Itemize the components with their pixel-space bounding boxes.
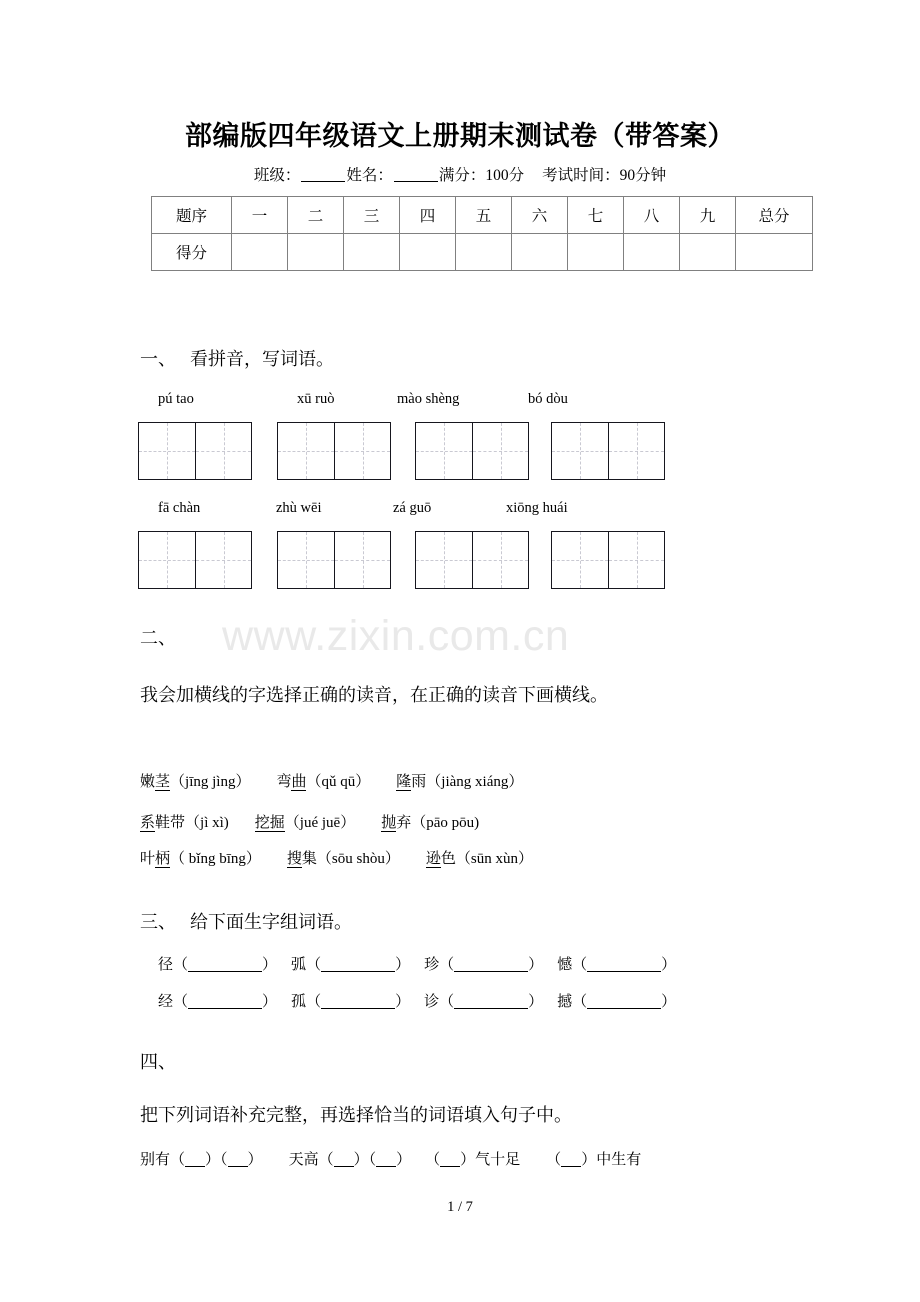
pron-marked-char: 搜	[286, 851, 302, 867]
idiom-line	[140, 1148, 641, 1169]
score-cell-8[interactable]	[624, 234, 680, 271]
writing-grid-3[interactable]	[415, 422, 529, 480]
pinyin-word-5: fā chàn	[158, 500, 201, 516]
pron-item-5[interactable]	[255, 815, 355, 832]
col-header-9: 九	[680, 197, 736, 234]
grid-cell[interactable]	[552, 423, 608, 479]
pron-options[interactable]: （sūn xùn）	[455, 851, 533, 867]
row-label-question-no: 题序	[152, 197, 232, 234]
grid-cell[interactable]	[608, 423, 664, 479]
pron-post: 弃	[396, 815, 412, 831]
answer-blank[interactable]	[454, 1008, 528, 1009]
pron-post: 集	[301, 851, 317, 867]
page-title: 部编版四年级语文上册期末测试卷（带答案）	[185, 121, 735, 151]
pron-marked-char: 曲	[291, 774, 307, 790]
char-label: 孤	[291, 994, 307, 1010]
pron-marked-char: 挖掘	[254, 815, 285, 831]
class-label: 班级：	[253, 167, 301, 184]
class-blank[interactable]	[301, 181, 345, 182]
grid-cell[interactable]	[139, 532, 195, 588]
col-header-1: 一	[232, 197, 288, 234]
char-item-5: 经（ ）	[158, 994, 278, 1010]
pinyin-row-2	[158, 500, 568, 517]
grid-cell[interactable]	[608, 532, 664, 588]
score-cell-total[interactable]	[736, 234, 813, 271]
pron-options[interactable]: （jué juē）	[284, 815, 356, 831]
grid-cell[interactable]	[278, 423, 334, 479]
section-1-title: 看拼音，写词语。	[190, 349, 334, 369]
answer-blank[interactable]	[454, 971, 528, 972]
col-header-total: 总分	[736, 197, 813, 234]
exam-time-label: 考试时间：	[542, 167, 620, 184]
pinyin-word-4: bó dòu	[528, 391, 568, 407]
pron-item-3[interactable]	[396, 774, 523, 791]
full-score-label: 满分：	[438, 167, 486, 184]
pinyin-row-1	[158, 391, 568, 408]
pinyin-word-2: xū ruò	[297, 391, 335, 407]
pron-options[interactable]: （jì xì)	[185, 815, 229, 831]
pron-item-1[interactable]	[140, 774, 250, 791]
char-label: 径	[158, 957, 174, 973]
grid-cell[interactable]	[278, 532, 334, 588]
score-cell-5[interactable]	[456, 234, 512, 271]
section-3-title: 给下面生字组词语。	[190, 912, 352, 932]
grid-cell[interactable]	[472, 532, 528, 588]
char-item-4: 憾（ ）	[557, 957, 677, 973]
section-3-number: 三、	[140, 912, 176, 932]
pron-item-8[interactable]	[287, 851, 400, 868]
pronunciation-line-2	[140, 811, 479, 832]
section-4-number: 四、	[140, 1052, 176, 1072]
score-cell-4[interactable]	[400, 234, 456, 271]
idiom-text: 气十足	[475, 1152, 521, 1168]
grid-cell[interactable]	[195, 532, 251, 588]
pron-pre: 弯	[276, 774, 292, 790]
score-cell-9[interactable]	[680, 234, 736, 271]
answer-blank[interactable]	[188, 971, 262, 972]
col-header-4: 四	[400, 197, 456, 234]
pron-item-6[interactable]	[381, 815, 479, 832]
pronunciation-line-3	[140, 847, 533, 868]
grid-cell[interactable]	[472, 423, 528, 479]
grid-cell[interactable]	[195, 423, 251, 479]
char-item-7: 诊（ ）	[424, 994, 544, 1010]
writing-grid-5[interactable]	[138, 531, 252, 589]
writing-grid-1[interactable]	[138, 422, 252, 480]
idiom-blank[interactable]	[185, 1166, 205, 1167]
exam-time-value: 90分钟	[619, 167, 667, 184]
grid-cell[interactable]	[416, 423, 472, 479]
pron-item-4[interactable]	[140, 815, 229, 832]
pron-item-2[interactable]	[276, 774, 370, 791]
pinyin-word-7: zá guō	[393, 500, 432, 516]
writing-grid-6[interactable]	[277, 531, 391, 589]
pron-pre: 嫩	[140, 774, 156, 790]
table-row-header	[152, 197, 813, 234]
pron-marked-char: 抛	[381, 815, 397, 831]
col-header-8: 八	[624, 197, 680, 234]
table-row-score	[152, 234, 813, 271]
char-item-2: 弧（ ）	[291, 957, 411, 973]
answer-blank[interactable]	[188, 1008, 262, 1009]
answer-blank[interactable]	[321, 1008, 395, 1009]
section-3-heading	[140, 908, 352, 934]
char-item-3: 珍（ ）	[424, 957, 544, 973]
pinyin-word-3: mào shèng	[397, 391, 460, 407]
pron-options[interactable]: （pāo pōu)	[411, 815, 480, 831]
pron-options[interactable]: （qǔ qū）	[306, 774, 371, 790]
idiom-item-4: （ ）中生有	[546, 1152, 642, 1168]
pronunciation-line-1	[140, 770, 523, 791]
pron-marked-char: 隆	[396, 774, 412, 790]
idiom-blank[interactable]	[440, 1166, 460, 1167]
score-cell-7[interactable]	[568, 234, 624, 271]
char-item-1: 径（ ）	[158, 957, 278, 973]
char-label: 撼	[557, 994, 573, 1010]
writing-grid-4[interactable]	[551, 422, 665, 480]
idiom-blank[interactable]	[228, 1166, 248, 1167]
pinyin-word-8: xiōng huái	[506, 500, 568, 516]
answer-blank[interactable]	[587, 1008, 661, 1009]
section-1-number: 一、	[140, 349, 176, 369]
char-label: 经	[158, 994, 174, 1010]
grid-cell[interactable]	[334, 532, 390, 588]
pron-options[interactable]: （jīng jìng）	[170, 774, 251, 790]
section-4-title: 把下列词语补充完整，再选择恰当的词语填入句子中。	[140, 1105, 572, 1125]
char-label: 弧	[291, 957, 307, 973]
word-formation-row-1	[158, 953, 676, 974]
pron-post: 鞋带	[155, 815, 186, 831]
idiom-item-2: 天高（ ）（ ）	[288, 1152, 412, 1168]
idiom-blank[interactable]	[334, 1166, 354, 1167]
grid-cell[interactable]	[552, 532, 608, 588]
section-1-heading	[140, 345, 334, 371]
idiom-blank[interactable]	[561, 1166, 581, 1167]
pron-pre: 叶	[140, 851, 156, 867]
section-2-title: 我会加横线的字选择正确的读音，在正确的读音下画横线。	[140, 685, 608, 705]
score-table	[151, 196, 813, 271]
idiom-item-1: 别有（ ）（ ）	[140, 1152, 263, 1168]
char-label: 诊	[424, 994, 440, 1010]
row-label-score: 得分	[152, 234, 232, 271]
char-label: 珍	[424, 957, 440, 973]
idiom-text: 中生有	[596, 1152, 642, 1168]
writing-grid-2[interactable]	[277, 422, 391, 480]
name-label: 姓名：	[346, 167, 393, 184]
score-cell-1[interactable]	[232, 234, 288, 271]
col-header-7: 七	[568, 197, 624, 234]
pron-marked-char: 逊	[425, 851, 441, 867]
col-header-6: 六	[512, 197, 568, 234]
name-blank[interactable]	[394, 181, 438, 182]
pinyin-word-6: zhù wēi	[276, 500, 322, 516]
pron-post: 色	[440, 851, 456, 867]
full-score-value: 100分	[485, 167, 525, 184]
char-item-6: 孤（ ）	[291, 994, 411, 1010]
answer-blank[interactable]	[321, 971, 395, 972]
char-item-8: 撼（ ）	[557, 994, 677, 1010]
idiom-text: 天高	[288, 1152, 319, 1168]
answer-blank[interactable]	[587, 971, 661, 972]
grid-cell[interactable]	[416, 532, 472, 588]
idiom-blank[interactable]	[376, 1166, 396, 1167]
char-label: 憾	[557, 957, 573, 973]
writing-grid-8[interactable]	[551, 531, 665, 589]
writing-grid-7[interactable]	[415, 531, 529, 589]
watermark-text: www.zixin.com.cn	[222, 612, 570, 660]
page-number: 1 / 7	[447, 1199, 473, 1215]
col-header-2: 二	[288, 197, 344, 234]
pinyin-word-1: pú tao	[158, 391, 194, 407]
score-cell-2[interactable]	[288, 234, 344, 271]
idiom-item-3: （ ）气十足	[425, 1152, 521, 1168]
pron-options[interactable]: （sōu shòu）	[316, 851, 400, 867]
score-cell-3[interactable]	[344, 234, 400, 271]
section-2-number: 二、	[140, 628, 176, 648]
col-header-5: 五	[456, 197, 512, 234]
col-header-3: 三	[344, 197, 400, 234]
pron-item-9[interactable]	[426, 851, 533, 868]
pron-marked-char: 柄	[155, 851, 171, 867]
pron-options[interactable]: （jiàng xiáng）	[426, 774, 524, 790]
pron-post: 雨	[411, 774, 427, 790]
pron-options[interactable]: （ bǐng bīng）	[170, 851, 261, 867]
grid-cell[interactable]	[334, 423, 390, 479]
exam-info-line	[0, 163, 920, 185]
idiom-text: 别有	[140, 1152, 171, 1168]
pron-marked-char: 系	[140, 815, 156, 831]
score-cell-6[interactable]	[512, 234, 568, 271]
pron-marked-char: 茎	[155, 774, 171, 790]
grid-cell[interactable]	[139, 423, 195, 479]
word-formation-row-2	[158, 990, 676, 1011]
pron-item-7[interactable]	[140, 851, 261, 868]
